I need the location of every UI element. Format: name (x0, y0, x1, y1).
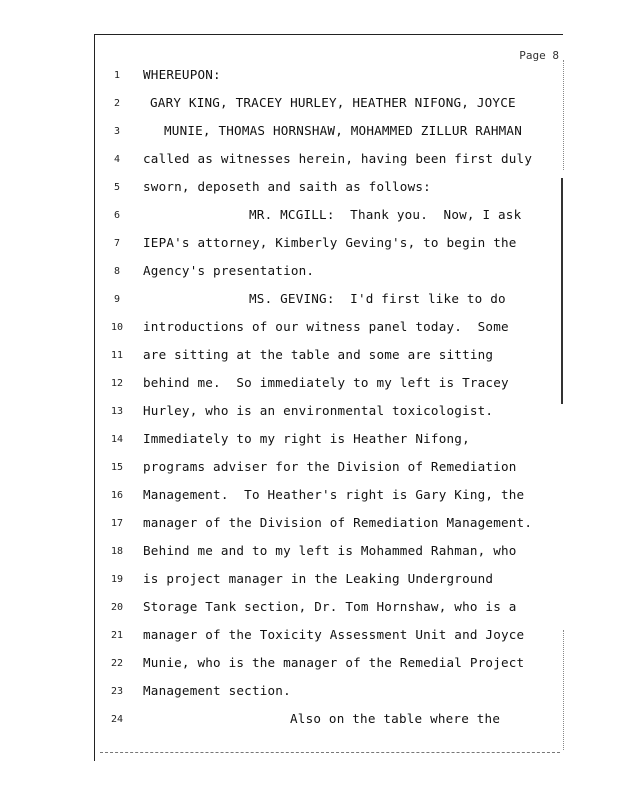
line-text: Agency's presentation. (143, 263, 315, 278)
margin-dots-bottom (563, 630, 565, 750)
line-text: IEPA's attorney, Kimberly Geving's, to begin the (143, 235, 517, 250)
line-text: are sitting at the table and some are sitting (143, 347, 494, 362)
transcript-line (0, 178, 560, 198)
line-number: 23 (110, 686, 124, 697)
transcript-line (0, 374, 560, 394)
line-number: 4 (113, 154, 121, 165)
line-text: introductions of our witness panel today. Some (143, 319, 509, 334)
line-text: Munie, who is the manager of the Remedial Project (143, 655, 525, 670)
line-number: 12 (110, 378, 124, 389)
transcript-line (0, 122, 560, 142)
line-text: MUNIE, THOMAS HORNSHAW, MOHAMMED ZILLUR RAHMAN (164, 123, 522, 138)
transcript-line (0, 66, 560, 86)
line-text: manager of the Division of Remediation Management. (143, 515, 533, 530)
line-number: 16 (110, 490, 124, 501)
transcript-page (94, 34, 563, 761)
transcript-line (0, 570, 560, 590)
line-text: MR. MCGILL: Thank you. Now, I ask (249, 207, 522, 222)
line-number: 20 (110, 602, 124, 613)
line-number: 24 (110, 714, 124, 725)
transcript-line (0, 262, 560, 282)
transcript-line (0, 486, 560, 506)
transcript-line (0, 458, 560, 478)
line-number: 14 (110, 434, 124, 445)
transcript-line (0, 682, 560, 702)
transcript-line (0, 654, 560, 674)
right-margin-rule (561, 178, 563, 404)
line-number: 6 (113, 210, 121, 221)
line-text: Management. To Heather's right is Gary King, the (143, 487, 525, 502)
line-text: Management section. (143, 683, 291, 698)
line-text: GARY KING, TRACEY HURLEY, HEATHER NIFONG, JOYCE (150, 95, 516, 110)
transcript-line (0, 626, 560, 646)
line-number: 7 (113, 238, 121, 249)
line-number: 19 (110, 574, 124, 585)
line-text: MS. GEVING: I'd first like to do (249, 291, 506, 306)
margin-dots-top (563, 60, 565, 170)
line-text: Behind me and to my left is Mohammed Rahman, who (143, 543, 517, 558)
line-text: Immediately to my right is Heather Nifong, (143, 431, 470, 446)
transcript-line (0, 430, 560, 450)
line-text: Hurley, who is an environmental toxicologist. (143, 403, 494, 418)
line-number: 10 (110, 322, 124, 333)
line-text: behind me. So immediately to my left is Tracey (143, 375, 509, 390)
transcript-line (0, 598, 560, 618)
page-number: Page 8 (519, 49, 559, 62)
transcript-line (0, 514, 560, 534)
line-text: programs adviser for the Division of Remediation (143, 459, 517, 474)
line-text: Storage Tank section, Dr. Tom Hornshaw, who is a (143, 599, 517, 614)
line-text: manager of the Toxicity Assessment Unit and Joyce (143, 627, 525, 642)
line-text: called as witnesses herein, having been first duly (143, 151, 533, 166)
line-number: 18 (110, 546, 124, 557)
line-text: Also on the table where the (290, 711, 501, 726)
transcript-line (0, 710, 560, 730)
transcript-line (0, 150, 560, 170)
line-number: 15 (110, 462, 124, 473)
line-number: 8 (113, 266, 121, 277)
footer-scan-noise (100, 752, 560, 757)
transcript-line (0, 94, 560, 114)
transcript-line (0, 318, 560, 338)
line-number: 21 (110, 630, 124, 641)
transcript-line (0, 346, 560, 366)
transcript-line (0, 402, 560, 422)
line-number: 11 (110, 350, 124, 361)
transcript-line (0, 290, 560, 310)
transcript-line (0, 206, 560, 226)
line-number: 5 (113, 182, 121, 193)
line-number: 22 (110, 658, 124, 669)
line-number: 9 (113, 294, 121, 305)
transcript-line (0, 542, 560, 562)
line-text: WHEREUPON: (143, 67, 221, 82)
line-number: 17 (110, 518, 124, 529)
line-number: 13 (110, 406, 124, 417)
line-text: is project manager in the Leaking Underground (143, 571, 494, 586)
line-number: 1 (113, 70, 121, 81)
transcript-line (0, 234, 560, 254)
line-text: sworn, deposeth and saith as follows: (143, 179, 431, 194)
line-number: 2 (113, 98, 121, 109)
line-number: 3 (113, 126, 121, 137)
